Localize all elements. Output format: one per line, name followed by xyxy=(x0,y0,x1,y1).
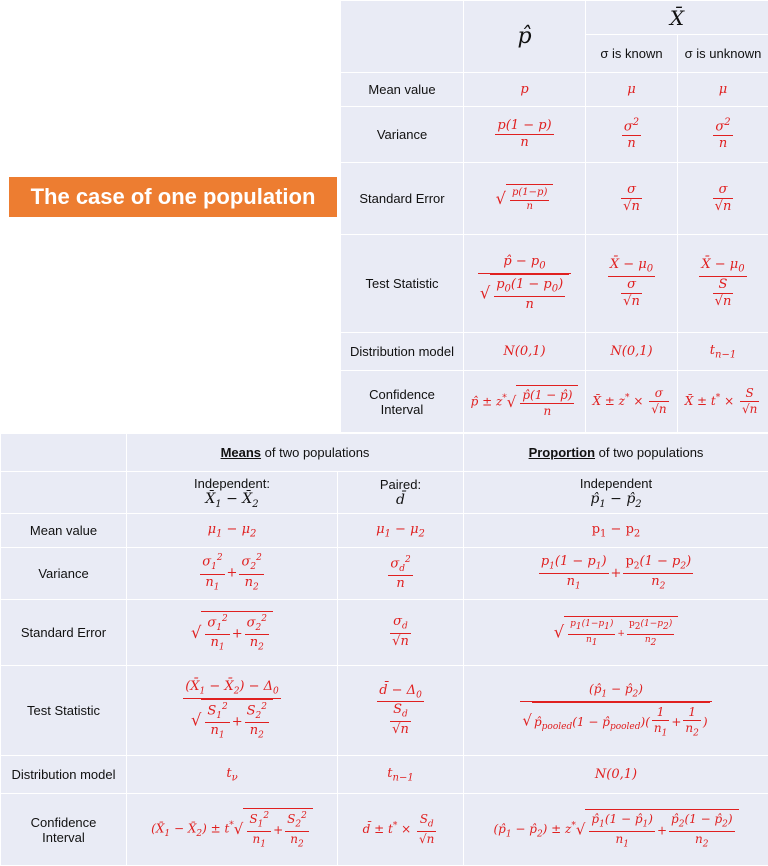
two-row-label-ts: Test Statistic xyxy=(1,666,127,756)
row-label-mean: Mean value xyxy=(341,73,464,107)
one-population-table xyxy=(340,0,768,433)
row-label-se: Standard Error xyxy=(341,163,464,235)
two-se-prop: √ $\frac{p_1(1-p_1)}{n_1}$ + $\frac{p_2(1-p_2)}{n_2}$ xyxy=(464,600,768,666)
mean-mu-unknown: μ xyxy=(678,73,768,107)
mean-mu-known: μ xyxy=(586,73,678,107)
two-var-prop: $\frac{p_1(1 - p_1)}{n_1}$ + $\frac{p_2(1 - p_2)}{n_2}$ xyxy=(464,548,768,600)
ts-known: $\frac{X̄ - \mu_0}{\frac{\sigma}{√n}}$ xyxy=(586,235,678,333)
ci-unknown: X̄ ± t* × $\frac{S}{√n}$ xyxy=(678,371,768,433)
header-sigma-unknown: σ is unknown xyxy=(678,35,768,73)
mean-p: p xyxy=(464,73,586,107)
header-proportion xyxy=(464,434,768,472)
two-row-label-mean: Mean value xyxy=(1,514,127,548)
prop-word: Proportion xyxy=(528,445,596,460)
variance-known: $\frac{\sigma^2}{n}$ xyxy=(586,107,678,163)
ci-known: X̄ ± z* × $\frac{\sigma}{√n}$ xyxy=(586,371,678,433)
two-population-table xyxy=(0,433,768,866)
variance-p: $\frac{p(1 - p)}{n}$ xyxy=(464,107,586,163)
subheader-independent-prop: Independent $p̂_1$ − $p̂_2$ xyxy=(464,472,768,514)
two-mean-ind: $\mu_1 - \mu_2$ xyxy=(127,514,338,548)
two-row-label-dist: Distribution model xyxy=(1,756,127,794)
two-mean-prop: $p_1 - p_2$ xyxy=(464,514,768,548)
header-means xyxy=(127,434,464,472)
subheader-paired: Paired: d̄ xyxy=(338,472,464,514)
row-label-ci: Confidence Interval xyxy=(341,371,464,433)
two-ts-prop: ($p̂_1$ − $p̂_2$) √ $p̂_{pooled}(1$ − $p̂_{pooled}$)( $\frac{1}{n_1}$ + $\frac{1}{n_2}$ ) xyxy=(464,666,768,756)
two-se-ind: √ $\frac{\sigma_1^2}{n_1}$ + $\frac{\sigma_2^2}{n_2}$ xyxy=(127,600,338,666)
two-ts-paired: $\frac{d̄ - \Delta_0}{\frac{S_d}{√n}}$ xyxy=(338,666,464,756)
two-header-blank xyxy=(1,434,127,472)
prop-rest: of two populations xyxy=(595,445,704,460)
two-row-label-se: Standard Error xyxy=(1,600,127,666)
two-row-label-variance: Variance xyxy=(1,548,127,600)
ts-p: p̂ − $p_0$ √ $\frac{p_0(1 - p_0)}{n}$ xyxy=(464,235,586,333)
ts-unknown: $\frac{X̄ - \mu_0}{\frac{S}{√n}}$ xyxy=(678,235,768,333)
header-p-hat: p̂ xyxy=(464,1,586,73)
row-label-ts: Test Statistic xyxy=(341,235,464,333)
two-ci-ind: ($X̄_1$ − $X̄_2) \pm t^*√$ $\frac{S_1^2}{n_1}$ + $\frac{S_2^2}{n_2}$ xyxy=(127,794,338,866)
dist-known: N(0,1) xyxy=(586,333,678,371)
dist-p: N(0,1) xyxy=(464,333,586,371)
two-ts-ind: ($X̄_1$ − $X̄_2) - \Delta_0$ √ $\frac{S_1^2}{n_1}$ + $\frac{S_2^2}{n_2}$ xyxy=(127,666,338,756)
se-unknown: $\frac{\sigma}{√n}$ xyxy=(678,163,768,235)
header-blank xyxy=(341,1,464,73)
two-dist-paired: $t_{n-1}$ xyxy=(338,756,464,794)
two-var-ind: $\frac{\sigma_1^2}{n_1}$ + $\frac{\sigma_2^2}{n_2}$ xyxy=(127,548,338,600)
se-known: $\frac{\sigma}{√n}$ xyxy=(586,163,678,235)
page-title: The case of one population xyxy=(9,177,337,217)
two-ci-paired: d̄ ± t* × $\frac{S_d}{√n}$ xyxy=(338,794,464,866)
two-dist-ind: $t_\nu$ xyxy=(127,756,338,794)
two-ci-prop: ($p̂_1$ − $p̂_2) \pm z^*√$ $\frac{p̂_1(1 - p̂_1)}{n_1}$ + $\frac{p̂_2(1 - p̂_2)}{n_2}$ xyxy=(464,794,768,866)
subheader-independent: Independent: $X̄_1$ − $X̄_2$ xyxy=(127,472,338,514)
two-se-paired: $\frac{\sigma_d}{√n}$ xyxy=(338,600,464,666)
two-subheader-blank xyxy=(1,472,127,514)
row-label-variance: Variance xyxy=(341,107,464,163)
two-var-paired: $\frac{\sigma_d^2}{n}$ xyxy=(338,548,464,600)
means-word: Means xyxy=(220,445,262,460)
row-label-dist: Distribution model xyxy=(341,333,464,371)
dist-unknown-sub: n−1 xyxy=(715,349,737,361)
two-row-label-ci: Confidence Interval xyxy=(1,794,127,866)
variance-unknown: $\frac{\sigma^2}{n}$ xyxy=(678,107,768,163)
se-p: √ $\frac{p(1-p)}{n}$ xyxy=(464,163,586,235)
means-rest: of two populations xyxy=(261,445,370,460)
header-sigma-known: σ is known xyxy=(586,35,678,73)
ci-p: p̂ ± z*√ $\frac{p̂(1 - p̂)}{n}$ xyxy=(464,371,586,433)
two-dist-prop: N(0,1) xyxy=(464,756,768,794)
dist-unknown: $t_{n-1}$ xyxy=(678,333,768,371)
two-mean-paired: $\mu_1 - \mu_2$ xyxy=(338,514,464,548)
header-x-bar: X̄ xyxy=(586,1,768,35)
